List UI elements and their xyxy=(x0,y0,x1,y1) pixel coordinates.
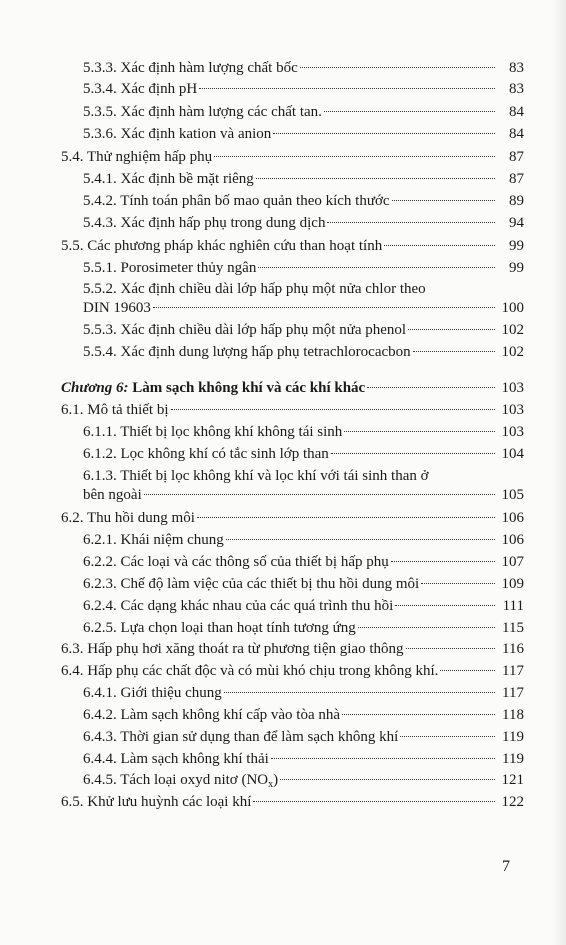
toc-row xyxy=(83,103,524,122)
toc-subsection xyxy=(83,619,524,638)
toc-label: 6.2.4. Các dạng khác nhau của các quá trình thu hồi xyxy=(83,598,394,614)
dot-leader xyxy=(271,758,495,759)
toc-section xyxy=(61,509,524,528)
toc-subsection xyxy=(83,575,524,594)
toc-row xyxy=(83,299,524,318)
dot-leader xyxy=(400,736,495,737)
dot-leader xyxy=(327,222,495,223)
toc-row xyxy=(83,750,524,769)
page-edge-shadow xyxy=(552,0,566,945)
toc-page-number: 119 xyxy=(502,751,524,767)
dot-leader xyxy=(384,245,495,246)
dot-leader xyxy=(413,351,495,352)
toc-label: 6.4.4. Làm sạch không khí thải xyxy=(83,751,269,767)
chapter-number: Chương 6: xyxy=(61,380,129,396)
toc-chapter xyxy=(61,379,524,398)
toc-row xyxy=(83,445,524,464)
toc-row xyxy=(61,793,524,812)
dot-leader xyxy=(253,801,495,802)
toc-row xyxy=(83,706,524,725)
toc-label: 5.3.3. Xác định hàm lượng chất bốc xyxy=(83,60,298,76)
toc-section xyxy=(61,640,524,659)
toc-page-number: 84 xyxy=(509,126,524,142)
toc-page-number: 102 xyxy=(501,322,524,338)
toc-row xyxy=(83,423,524,442)
toc-subsection xyxy=(83,750,524,769)
toc-section xyxy=(61,148,524,167)
dot-leader xyxy=(214,156,495,157)
toc-row xyxy=(83,170,524,189)
toc-subsection xyxy=(83,531,524,550)
toc-label: 6.3. Hấp phụ hơi xăng thoát ra từ phương tiện giao thông xyxy=(61,641,404,657)
dot-leader xyxy=(324,111,495,112)
toc-label: 6.4.1. Giới thiệu chung xyxy=(83,685,222,701)
toc-label-line1: 5.5.2. Xác định chiều dài lớp hấp phụ một nửa chlor theo xyxy=(83,281,426,297)
toc-row xyxy=(83,575,524,594)
toc-row xyxy=(83,684,524,703)
toc-label: bên ngoài xyxy=(83,487,142,503)
toc-subsection xyxy=(83,445,524,464)
toc-subsection xyxy=(83,259,524,278)
toc-label: 5.4.3. Xác định hấp phụ trong dung dịch xyxy=(83,215,326,231)
toc-row xyxy=(83,343,524,362)
toc-page-number: 103 xyxy=(501,402,524,418)
toc-row xyxy=(83,192,524,211)
toc-row xyxy=(61,640,524,659)
toc-subsection xyxy=(83,125,524,144)
toc-row xyxy=(83,728,524,747)
dot-leader xyxy=(280,779,495,780)
toc-subsection xyxy=(83,728,524,747)
dot-leader xyxy=(395,605,495,606)
toc-page-number: 121 xyxy=(501,772,524,788)
toc-page-number: 111 xyxy=(502,598,524,614)
toc-subsection xyxy=(83,706,524,725)
toc-label: 5.5. Các phương pháp khác nghiên cứu than hoạt tính xyxy=(61,238,383,254)
toc-page-number: 89 xyxy=(509,193,524,209)
toc-page-number: 87 xyxy=(509,171,524,187)
toc-label: DIN 19603 xyxy=(83,300,151,316)
toc-label: 5.4.1. Xác định bề mặt riêng xyxy=(83,171,254,187)
toc-subsection xyxy=(83,321,524,340)
dot-leader xyxy=(197,517,495,518)
toc-row xyxy=(83,597,524,616)
toc-page-number: 106 xyxy=(501,532,524,548)
toc-row xyxy=(83,321,524,340)
toc-row xyxy=(61,509,524,528)
toc-row xyxy=(61,662,524,681)
toc-page-number: 94 xyxy=(509,215,524,231)
dot-leader xyxy=(406,648,496,649)
toc-page-number: 102 xyxy=(501,344,524,360)
toc-row xyxy=(83,80,524,99)
toc-label: 5.5.1. Porosimeter thủy ngân xyxy=(83,260,257,276)
toc-row xyxy=(83,214,524,233)
toc-row xyxy=(83,553,524,572)
toc-label: 6.2.1. Khái niệm chung xyxy=(83,532,224,548)
page-number: 7 xyxy=(502,858,510,875)
dot-leader xyxy=(273,133,495,134)
toc-page-number: 87 xyxy=(509,149,524,165)
toc-label: 6.4.3. Thời gian sử dụng than để làm sạch không khí xyxy=(83,729,399,745)
toc-row xyxy=(61,148,524,167)
toc-subsection xyxy=(83,280,524,318)
dot-leader xyxy=(391,561,495,562)
toc-page-number: 118 xyxy=(502,707,524,723)
chapter-title: Làm sạch không khí và các khí khác xyxy=(128,380,366,396)
toc-section xyxy=(61,662,524,681)
toc-subsection xyxy=(83,214,524,233)
toc-page-number: 84 xyxy=(509,104,524,120)
toc-label: 6.4.2. Làm sạch không khí cấp vào tòa nhà xyxy=(83,707,341,723)
toc-row xyxy=(83,486,524,505)
toc-row xyxy=(83,259,524,278)
subscript: x xyxy=(268,779,274,790)
toc-page-number: 83 xyxy=(509,60,524,76)
toc-page-number: 117 xyxy=(502,685,524,701)
dot-leader xyxy=(392,200,495,201)
toc-label: 6.1. Mô tả thiết bị xyxy=(61,402,169,418)
toc-row xyxy=(61,379,524,398)
toc-page-number: 115 xyxy=(502,620,524,636)
toc-row xyxy=(83,771,524,794)
dot-leader xyxy=(408,329,495,330)
toc-page-number: 119 xyxy=(502,729,524,745)
toc-subsection xyxy=(83,553,524,572)
toc-subsection xyxy=(83,423,524,442)
toc-subsection xyxy=(83,684,524,703)
toc-label: 5.5.4. Xác định dung lượng hấp phụ tetrachlorocacbon xyxy=(83,344,411,360)
toc-page-number: 83 xyxy=(509,81,524,97)
toc-page-number: 103 xyxy=(501,424,524,440)
dot-leader xyxy=(256,178,495,179)
dot-leader xyxy=(258,267,495,268)
toc-label: 6.2.5. Lựa chọn loại than hoạt tính tương ứng xyxy=(83,620,356,636)
toc-subsection xyxy=(83,597,524,616)
toc-subsection xyxy=(83,103,524,122)
dot-leader xyxy=(199,88,495,89)
dot-leader xyxy=(171,409,496,410)
toc-page-number: 99 xyxy=(509,238,524,254)
toc-label: 5.4.2. Tính toán phân bố mao quản theo kích thước xyxy=(83,193,390,209)
toc-label: 5.4. Thử nghiệm hấp phụ xyxy=(61,149,213,165)
toc-subsection xyxy=(83,170,524,189)
toc-label: 6.2.2. Các loại và các thông số của thiết bị hấp phụ xyxy=(83,554,389,570)
toc-row xyxy=(61,237,524,256)
toc-subsection xyxy=(83,192,524,211)
toc-page-number: 105 xyxy=(501,487,524,503)
toc-label: 6.4.5. Tách loại oxyd nitơ $(NO_x)$ xyxy=(83,772,279,790)
dot-leader xyxy=(367,387,495,388)
dot-leader xyxy=(331,453,495,454)
toc-label: 6.2. Thu hồi dung môi xyxy=(61,510,195,526)
toc-label: 6.4. Hấp phụ các chất độc và có mùi khó chịu trong không khí. xyxy=(61,663,439,679)
toc-label: 6.1.1. Thiết bị lọc không khí không tái sinh xyxy=(83,424,343,440)
toc-label-line1: 6.1.3. Thiết bị lọc không khí và lọc khí với tái sinh than ở xyxy=(83,468,429,484)
dot-leader xyxy=(342,714,495,715)
toc-label: 5.3.6. Xác định kation và anion xyxy=(83,126,272,142)
toc-page-number: 106 xyxy=(501,510,524,526)
toc-label: 6.5. Khử lưu huỳnh các loại khí xyxy=(61,794,252,810)
toc-page-number: 109 xyxy=(501,576,524,592)
toc-page-number: 107 xyxy=(501,554,524,570)
dot-leader xyxy=(153,307,495,308)
toc-subsection xyxy=(83,467,524,505)
toc-page-number: 116 xyxy=(502,641,524,657)
toc-label: 5.5.3. Xác định chiều dài lớp hấp phụ một nửa phenol xyxy=(83,322,407,338)
toc-label: 6.1.2. Lọc không khí có tắc sinh lớp than xyxy=(83,446,329,462)
toc-page-number: 117 xyxy=(502,663,524,679)
toc-label: 5.3.4. Xác định pH xyxy=(83,81,198,97)
dot-leader xyxy=(300,67,495,68)
toc-row xyxy=(61,401,524,420)
toc-subsection xyxy=(83,343,524,362)
toc-label: 6.2.3. Chế độ làm việc của các thiết bị thu hồi dung môi xyxy=(83,576,420,592)
dot-leader xyxy=(144,494,495,495)
toc-label: 5.3.5. Xác định hàm lượng các chất tan. xyxy=(83,104,322,120)
toc-page-number: 103 xyxy=(501,380,524,396)
toc-subsection xyxy=(83,771,524,794)
toc-subsection xyxy=(83,80,524,99)
toc-section xyxy=(61,401,524,420)
toc-page-number: 122 xyxy=(501,794,524,810)
dot-leader xyxy=(224,692,495,693)
toc-row xyxy=(83,619,524,638)
toc-page-number: 99 xyxy=(509,260,524,276)
toc-label xyxy=(61,379,365,398)
toc-page-number: 100 xyxy=(501,300,524,316)
toc-page-number: 104 xyxy=(501,446,524,462)
toc-section xyxy=(61,237,524,256)
dot-leader xyxy=(440,670,495,671)
toc-row xyxy=(83,531,524,550)
dot-leader xyxy=(358,627,495,628)
dot-leader xyxy=(226,539,495,540)
toc-section xyxy=(61,793,524,812)
toc-subsection xyxy=(83,59,524,78)
toc-row xyxy=(83,59,524,78)
dot-leader xyxy=(344,431,495,432)
toc-row xyxy=(83,125,524,144)
dot-leader xyxy=(421,583,495,584)
